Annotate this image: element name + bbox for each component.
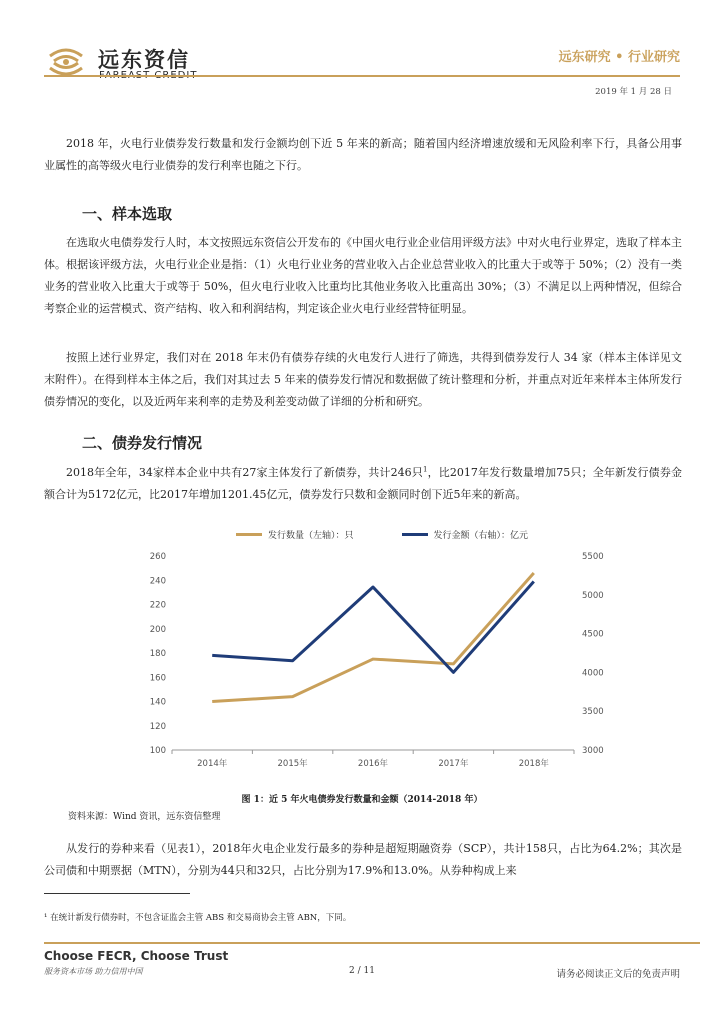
intro-paragraph: 2018 年，火电行业债券发行数量和发行金额均创下近 5 年来的新高；随着国内经济增速放缓和无风险利率下行，具备公用事业属性的高等级火电行业债券的发行利率也随之下行。 (44, 137, 682, 172)
section-1-paragraph-1: 在选取火电债券发行人时，本文按照远东资信公开发布的《中国火电行业企业信用评级方法》中对火电行业界定，选取了样本主体。根据该评级方法，火电行业企业是指：（1）火电行业业务的营业收入占企业总营业收入的比重大于或等于 50%；（2）没有一类业务的营业收入比重大于或等于 50%，但火电行业收入比重均比其他业务收入比重高出 30%；（3）不满足以上两种情况，但综合考察企业的运营模式、资产结构、收入和利润结构，判定该企业火电行业经营特征明显。 (44, 236, 682, 315)
figure-caption: 图 1：近 5 年火电债券发行数量和金额（2014-2018 年） (241, 795, 483, 805)
y-left-tick-label: 120 (149, 721, 166, 732)
header-divider (44, 75, 680, 77)
section-1-paragraph-2: 按照上述行业界定，我们对在 2018 年末仍有债券存续的火电发行人进行了筛选，共得到债券发行人 34 家（样本主体详见文末附件）。在得到样本主体之后，我们对其过去 5 年来的债券发行情况和数据做了统计整理和分析，并重点对近年来样本主体所发行债券情况的变化，以及近两年来利率的走势及利差变动做了详细的分析和研究。 (44, 351, 682, 408)
y-left-tick-label: 140 (149, 697, 166, 708)
section-1-heading: 一、样本选取 (82, 205, 173, 223)
page-header (0, 0, 724, 110)
y-right-tick-label: 5500 (582, 552, 604, 562)
section-2-paragraph-1 (44, 462, 682, 506)
x-tick-label: 2016年 (357, 759, 389, 769)
footer-divider (44, 942, 700, 944)
y-right-tick-label: 5000 (582, 590, 604, 601)
legend-label-count: 发行数量（左轴）：只 (268, 531, 354, 541)
brand-name-cn: 远东资信 (98, 48, 190, 72)
report-section-label: 远东研究 • 行业研究 (558, 50, 680, 65)
y-left-tick-label: 160 (149, 673, 166, 684)
footnote: ¹ 在统计新发行债券时，不包含证监会主管 ABS 和交易商协会主管 ABN，下同。 (44, 913, 352, 923)
report-date: 2019 年 1 月 28 日 (595, 87, 672, 97)
y-right-tick-label: 4000 (582, 668, 604, 679)
footer-subslogan: 服务资本市场 助力信用中国 (44, 967, 143, 976)
disclaimer-note: 请务必阅读正文后的免责声明 (556, 969, 680, 980)
section-2-paragraph-2: 从发行的券种来看（见表1），2018年火电企业发行最多的券种是超短期融资券（SCP），共计158只，占比为64.2%；其次是公司债和中期票据（MTN），分别为44只和32只，占比分别为17.9%和13.0%。从券种构成上来 (44, 842, 682, 877)
section-2-text-b: ，比2017年发行数量增加75只；全年新发行债券金额合计为5172亿元，比2017年增加1201.45亿元，债券发行只数和金额同时创下近5年来的新高。 (44, 466, 683, 501)
page-number: 2 / 11 (349, 966, 375, 976)
legend-label-amount: 发行金额（右轴）：亿元 (433, 531, 529, 541)
y-left-tick-label: 180 (149, 649, 166, 659)
y-left-tick-label: 220 (149, 600, 166, 611)
y-left-tick-label: 240 (149, 576, 166, 587)
x-tick-label: 2017年 (438, 759, 469, 769)
footer-slogan: Choose FECR, Choose Trust (44, 949, 229, 963)
y-left-tick-label: 200 (149, 624, 166, 635)
section-2-text-a: 2018年全年，34家样本企业中共有27家主体发行了新债券，共计246只 (66, 466, 423, 479)
y-right-tick-label: 3000 (582, 746, 604, 756)
y-left-tick-label: 100 (149, 746, 166, 756)
figure-source: 资料来源：Wind 资讯，远东资信整理 (68, 812, 221, 822)
y-right-tick-label: 4500 (582, 629, 604, 640)
x-tick-label: 2014年 (197, 759, 228, 769)
x-tick-label: 2015年 (277, 759, 308, 769)
y-right-tick-label: 3500 (582, 707, 604, 718)
y-left-tick-label: 260 (149, 552, 166, 562)
footnote-ref[interactable]: 1 (422, 465, 428, 474)
section-2-heading: 二、债券发行情况 (82, 434, 203, 452)
footnote-divider (44, 893, 190, 894)
bond-issuance-chart (122, 518, 642, 778)
x-tick-label: 2018年 (518, 759, 549, 769)
